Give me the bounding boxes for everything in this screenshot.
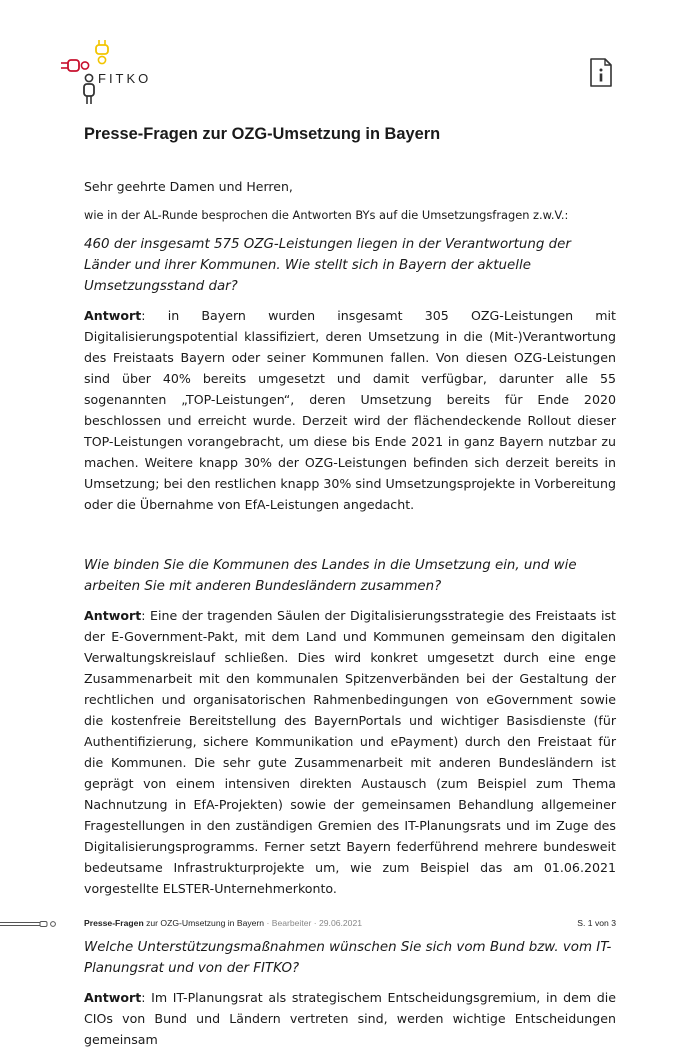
answer-label: Antwort (84, 308, 142, 323)
footer-connector-icon (0, 921, 58, 927)
answer-text: : Eine der tragenden Säulen der Digitalisierungsstrategie des Freistaats ist der E-Government-Pakt, mit dem Land und Kommunen gemeinsam den digitalen Verwaltungskreislauf schließen. Dies wird konkret umgesetzt durch eine enge Zusammenarbeit mit den kommunalen Spitzenverbänden bei der Gestaltung der rechtlichen und organisatorischen Rahmenbedingungen von eGovernment sowie die kostenfreie Bereitstellung des BayernPortals und wichtiger Basisdienste (für Authentifizierung, sichere Kommunikation und ePayment) durch den Freistaat für die Kommunen. Die sehr gute Zusammenarbeit mit anderen Bundesländern ist geprägt von einem intensiven direkten Austausch (zum Beispiel zum Thema Nachnutzung in EfA-Projekten) sowie der gemeinsamen Behandlung allgemeiner Fragestellungen in den zuständigen Gremien des IT-Planungsrats und im Zuge des Digitalisierungsprogramms. Ferner setzt Bayern federführend mehrere bundesweit bedeutsame Infrastrukturprojekte um, wie zum Beispiel das am 01.06.2021 vorgestellte ELSTER-Unternehmerkonto. (84, 608, 616, 896)
footer-title-bold: Presse-Fragen (84, 918, 144, 928)
page-title: Presse-Fragen zur OZG-Umsetzung in Bayern (84, 125, 441, 143)
footer-meta: · Bearbeiter · 29.06.2021 (264, 918, 363, 928)
question-3: Welche Unterstützungsmaßnahmen wünschen Sie sich vom Bund bzw. vom IT-Planungsrat und von der FITKO? (84, 940, 612, 976)
answer-label: Antwort (84, 608, 142, 623)
logo-wordmark: FITKO (98, 71, 152, 86)
greeting: Sehr geehrte Damen und Herren, (84, 179, 293, 194)
answer-label: Antwort (84, 990, 142, 1005)
answer-text: : in Bayern wurden insgesamt 305 OZG-Leistungen mit Digitalisierungspotential klassifiziert, deren Umsetzung in die (Mit-)Verantwortung des Freistaats Bayern oder seiner Kommunen fallen. Von diesen OZG-Leistungen sind über 40% bereits umgesetzt und damit verfügbar, darunter alle 55 sogenannten „TOP-Leistungen“, deren Umsetzung bereits für Ende 2020 beschlossen und erreicht wurde. Derzeit wird der flächendeckende Rollout dieser TOP-Leistungen vorangebracht, um diese bis Ende 2021 in ganz Bayern nutzbar zu machen. Weitere knapp 30% der OZG-Leistungen befinden sich derzeit bereits in Umsetzung; bei den restlichen knapp 30% sind Umsetzungsprojekte in Vorbereitung oder die Übernahme von EfA-Leistungen angedacht. (84, 308, 616, 512)
question-1: 460 der insgesamt 575 OZG-Leistungen liegen in der Verantwortung der Länder und ihrer Kommunen. Wie stellt sich in Bayern der aktuelle Umsetzungsstand dar? (84, 237, 571, 294)
question-2: Wie binden Sie die Kommunen des Landes in die Umsetzung ein, und wie arbeiten Sie mit anderen Bundesländern zusammen? (84, 558, 577, 594)
answer-3 (84, 987, 616, 1050)
answer-text: : Im IT-Planungsrat als strategischem Entscheidungsgremium, in dem die CIOs von Bund und Ländern vertreten sind, werden wichtige Entscheidungen gemeinsam (84, 990, 616, 1047)
answer-1 (84, 305, 616, 515)
footer-title: zur OZG-Umsetzung in Bayern (143, 918, 265, 928)
document-info-icon (588, 57, 614, 89)
intro-text: wie in der AL-Runde besprochen die Antworten BYs auf die Umsetzungsfragen z.w.V.: (84, 208, 569, 222)
page-footer (84, 918, 616, 928)
answer-2 (84, 605, 616, 899)
page-number: S. 1 von 3 (577, 918, 616, 928)
